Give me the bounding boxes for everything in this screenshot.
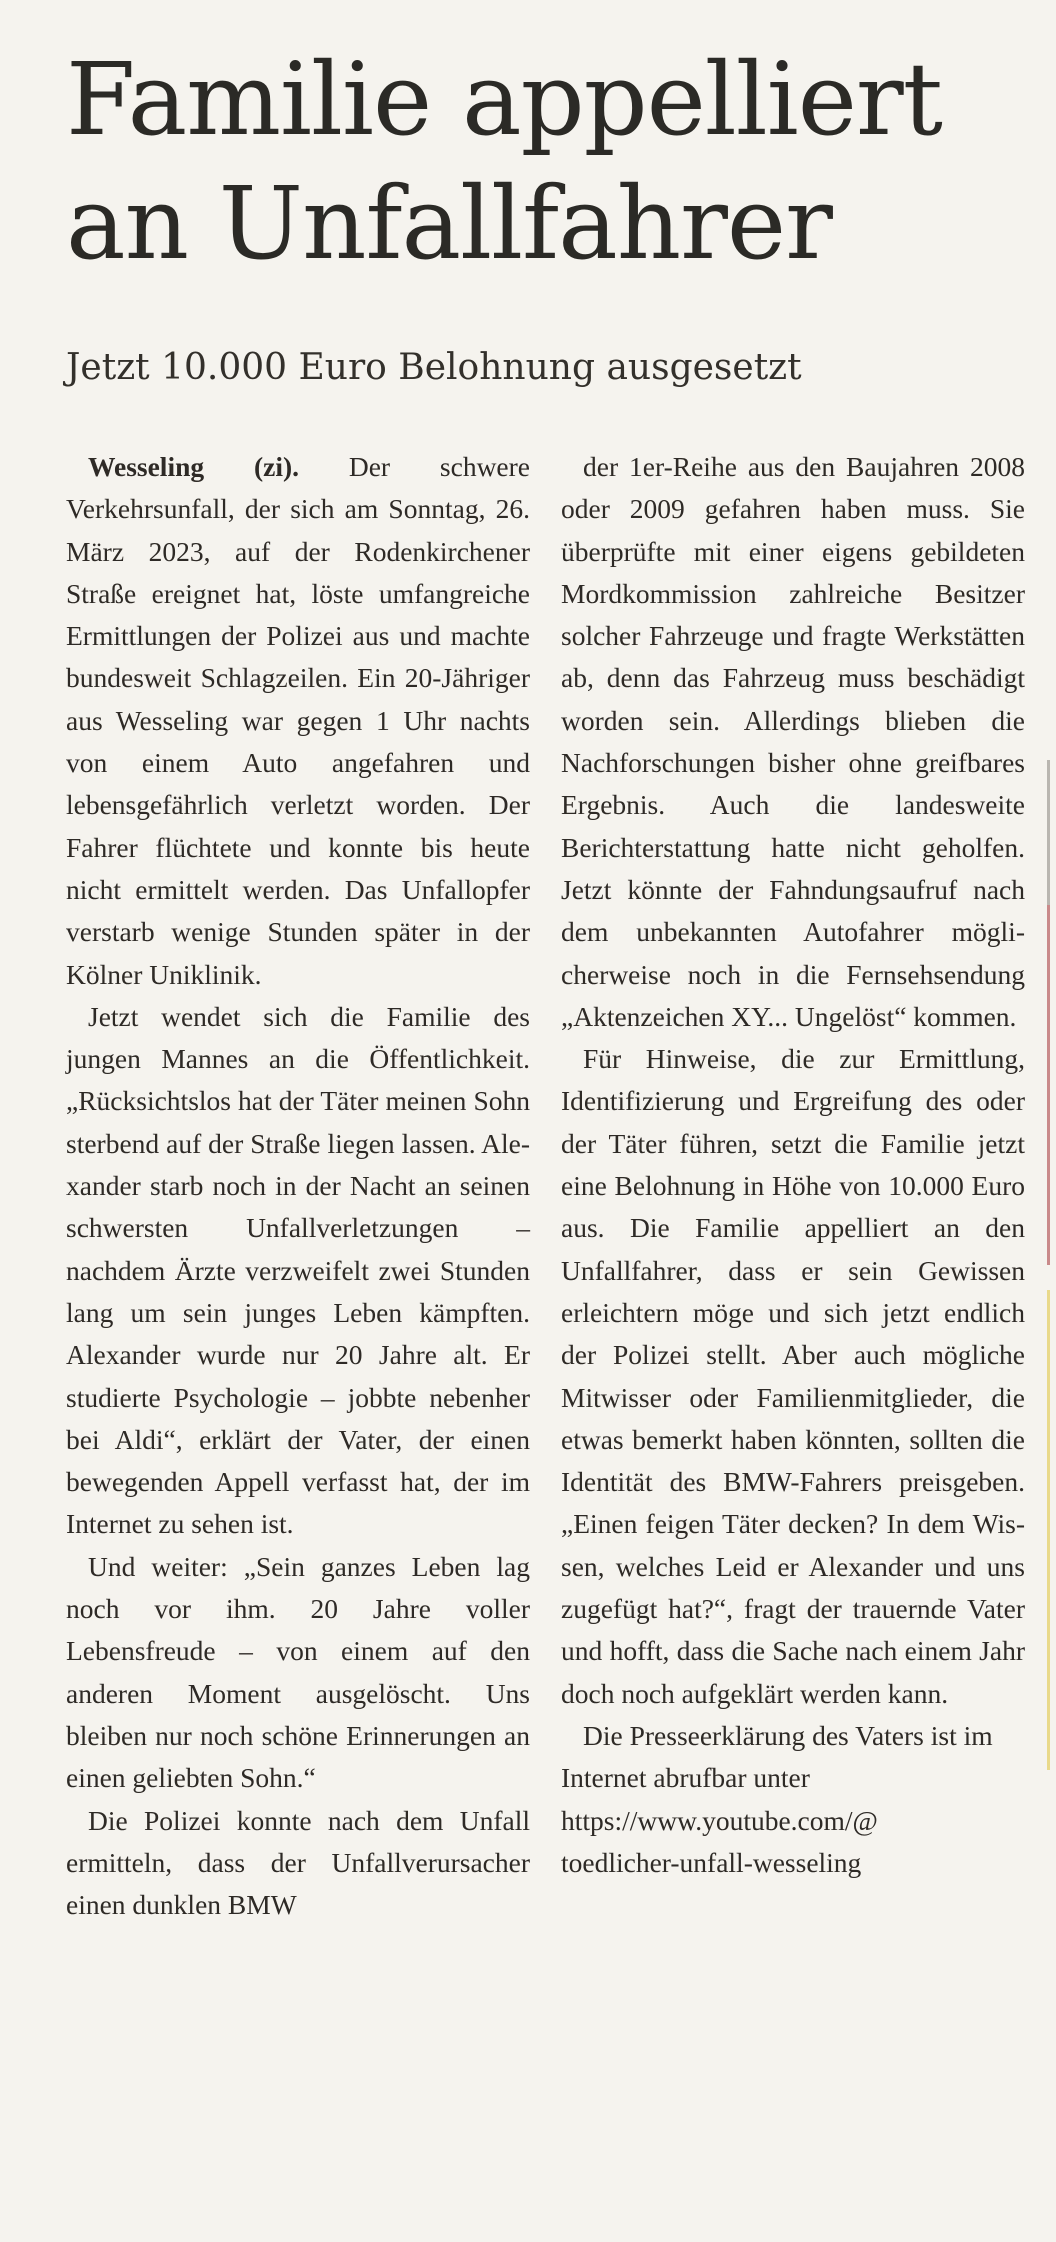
url-line-2: toedlicher-unfall-wesseling: [561, 1846, 862, 1878]
headline-line-2: an Unfallfahrer: [66, 165, 832, 282]
paragraph-4: Die Polizei konnte nach dem Unfall ermitteln, dass der Unfallverursacher einen dunklen BMW: [66, 1804, 530, 1921]
article-column-right: [561, 446, 1025, 1884]
press-release-text: Die Presseerklärung des Vaters ist im Internet abrufbar unter: [561, 1719, 993, 1794]
paragraph-2: Jetzt wendet sich die Familie des jungen Mannes an die Öffentlichkeit. „Rücksichtslos hat der Täter meinen Sohn sterbend auf der Straße liegen lassen. Alexander starb noch in der Nacht an seinen schwersten Unfallverletzungen – nachdem Ärzte verzweifelt zwei Stunden lang um sein junges Leben kämpften. Alexander wurde nur 20 Jahre alt. Er studierte Psychologie – jobbte nebenher bei Aldi“, erklärt der Vater, der einen bewegenden Appell verfasst hat, der im Internet zu sehen ist.: [66, 1000, 530, 1540]
dateline: Wesseling (zi).: [88, 451, 299, 482]
paragraph-1-text: Der schwere Verkehrsunfall, der sich am Sonntag, 26. März 2023, auf der Rodenkirchener Straße ereignet hat, löste umfangreiche Ermittlungen der Polizei aus und machte bundesweit Schlagzeilen. Ein 20-Jähriger aus Wesseling war gegen 1 Uhr nachts von einem Auto angefahren und lebensgefährlich verletzt worden. Der Fahrer flüchtete und konnte bis heute nicht ermittelt werden. Das Unfallopfer verstarb wenige Stunden später in der Kölner Uniklinik.: [66, 451, 530, 990]
paragraph-3: Und weiter: „Sein ganzes Leben lag noch vor ihm. 20 Jahre voller Lebensfreude – von einem auf den anderen Moment ausgelöscht. Uns bleiben nur noch schöne Erinnerungen an einen geliebten Sohn.“: [66, 1550, 530, 1794]
page-edge-marks: [1046, 0, 1054, 2242]
headline: [66, 38, 1026, 286]
paragraph-5: der 1er-Reihe aus den Baujahren 2008 oder 2009 gefahren haben muss. Sie überprüfte mit einer eigens gebildeten Mordkommission zahlreiche Besitzer solcher Fahrzeuge und fragte Werkstätten ab, denn das Fahrzeug muss beschädigt worden sein. Allerdings blieben die Nachforschungen bisher ohne greifbares Ergebnis. Auch die landesweite Berichterstattung hatte nicht geholfen. Jetzt könnte der Fahndungsaufruf nach dem unbekannten Autofahrer möglicherweise noch in die Fernsehsendung „Aktenzeichen XY... Ungelöst“ kommen.: [561, 451, 1025, 1032]
paragraph-6: Für Hinweise, die zur Ermittlung, Identifizierung und Ergreifung des oder der Täter führen, setzt die Familie jetzt eine Belohnung in Höhe von 10.000 Euro aus. Die Familie appelliert an den Unfallfahrer, dass er sein Gewissen erleichtern möge und sich jetzt endlich der Polizei stellt. Aber auch mögliche Mitwisser oder Familienmitglieder, die etwas bemerkt haben könnten, sollten die Identität des BMW-Fahrers preisgeben. „Einen feigen Täter decken? In dem Wissen, welches Leid er Alexander und uns zugefügt hat?“, fragt der trauernde Vater und hofft, dass die Sache nach einem Jahr doch noch aufgeklärt werden kann.: [561, 1043, 1025, 1709]
subheadline: Jetzt 10.000 Euro Belohnung ausgesetzt: [66, 347, 802, 388]
edge-mark-red: [1047, 905, 1050, 1265]
paragraph-1: [66, 446, 530, 996]
edge-mark-yellow: [1047, 1290, 1050, 1770]
headline-line-1: Familie appelliert: [66, 41, 942, 158]
url-line-1: https://www.youtube.com/@: [561, 1804, 878, 1836]
article-column-left: [66, 446, 530, 1926]
paragraph-7: [561, 1715, 1025, 1884]
